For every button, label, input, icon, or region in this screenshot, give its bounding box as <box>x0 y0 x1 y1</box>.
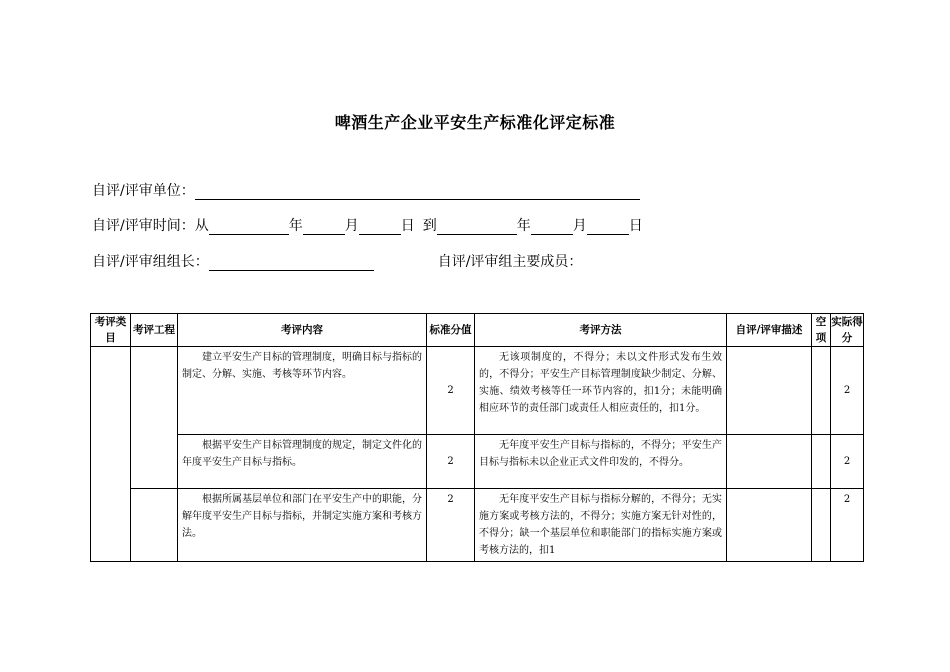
unit-line <box>92 180 640 200</box>
method-cell: 无年度平安生产目标与指标分解的，不得分；无实施方案或考核方法的，不得分；实施方案无针对性的，不得分；缺一个基层单位和职能部门的指标实施方案或考核方法的，扣1 <box>475 489 727 562</box>
blank-cell[interactable] <box>812 435 831 489</box>
actual-cell: 2 <box>831 435 864 489</box>
blank-cell[interactable] <box>812 489 831 562</box>
to-month-blank[interactable] <box>531 218 573 235</box>
header-category: 考评类目 <box>91 314 131 347</box>
leader-label: 自评/评审组组长： <box>92 254 209 270</box>
project-cell <box>131 489 178 562</box>
header-describe: 自评/评审描述 <box>727 314 812 347</box>
from-year-label: 年 <box>288 218 303 234</box>
category-cell <box>91 347 131 562</box>
actual-cell: 2 <box>831 347 864 435</box>
describe-cell[interactable] <box>727 435 812 489</box>
unit-blank[interactable] <box>195 183 640 200</box>
actual-cell: 2 <box>831 489 864 562</box>
from-day-blank[interactable] <box>359 218 401 235</box>
unit-label: 自评/评审单位： <box>92 183 195 199</box>
table-row <box>91 435 864 489</box>
from-day-label: 日 <box>400 218 415 234</box>
to-year-blank[interactable] <box>437 218 517 235</box>
from-month-label: 月 <box>344 218 359 234</box>
leader-blank[interactable] <box>209 254 374 271</box>
describe-cell[interactable] <box>727 347 812 435</box>
header-score: 标准分值 <box>427 314 475 347</box>
page-title: 啤酒生产企业平安生产标准化评定标准 <box>334 113 616 132</box>
content-cell: 根据平安生产目标管理制度的规定，制定文件化的年度平安生产目标与指标。 <box>178 435 427 489</box>
describe-cell[interactable] <box>727 489 812 562</box>
to-day-blank[interactable] <box>587 218 629 235</box>
method-cell: 无该项制度的，不得分；未以文件形式发布生效的，不得分；平安生产目标管理制度缺少制定、分解、实施、绩效考核等任一环节内容的，扣1分；未能明确相应环节的责任部门或责任人相应责任的，扣1分。 <box>475 347 727 435</box>
to-year-label: 年 <box>516 218 531 234</box>
time-label: 自评/评审时间：从 <box>92 218 209 234</box>
blank-cell[interactable] <box>812 347 831 435</box>
from-year-blank[interactable] <box>209 218 289 235</box>
header-content: 考评内容 <box>178 314 427 347</box>
time-line <box>92 215 643 235</box>
to-month-label: 月 <box>572 218 587 234</box>
to-day-label: 日 <box>628 218 643 234</box>
members-label: 自评/评审组主要成员： <box>437 254 583 270</box>
table-row <box>91 489 864 562</box>
evaluation-table <box>90 313 864 562</box>
header-method: 考评方法 <box>475 314 727 347</box>
score-cell: 2 <box>427 489 475 562</box>
score-cell: 2 <box>427 347 475 435</box>
score-cell: 2 <box>427 435 475 489</box>
table-row <box>91 347 864 435</box>
header-blank: 空项 <box>812 314 831 347</box>
header-project: 考评工程 <box>131 314 178 347</box>
project-cell <box>131 347 178 489</box>
header-actual: 实际得分 <box>831 314 864 347</box>
content-cell: 根据所属基层单位和部门在平安生产中的职能，分解年度平安生产目标与指标，并制定实施方案和考核方法。 <box>178 489 427 562</box>
content-cell: 建立平安生产目标的管理制度，明确目标与指标的制定、分解、实施、考核等环节内容。 <box>178 347 427 435</box>
leader-line <box>92 251 582 271</box>
to-label: 到 <box>422 218 437 234</box>
method-cell: 无年度平安生产目标与指标的，不得分；平安生产目标与指标未以企业正式文件印发的，不得分。 <box>475 435 727 489</box>
table-header-row <box>91 314 864 347</box>
from-month-blank[interactable] <box>303 218 345 235</box>
